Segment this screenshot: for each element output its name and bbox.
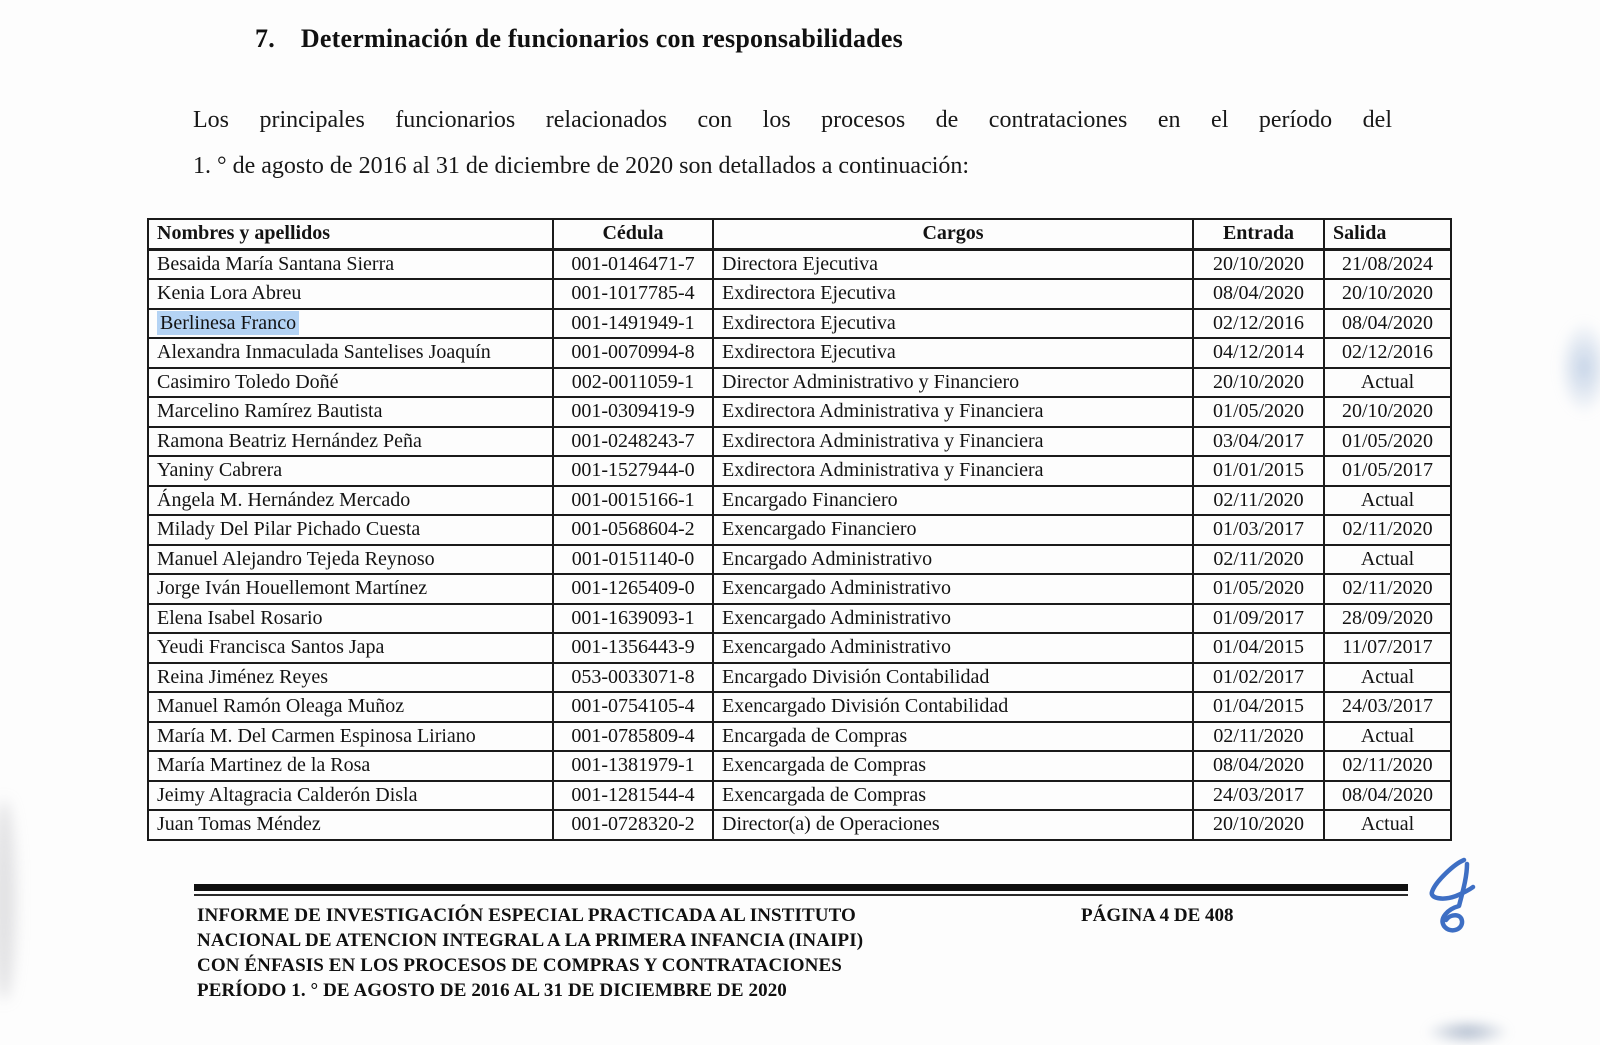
cell-cargo: Director Administrativo y Financiero [713, 368, 1193, 398]
cell-cargo: Exdirectora Ejecutiva [713, 309, 1193, 339]
cell-cedula: 001-0151140-0 [553, 545, 713, 575]
header-cargos: Cargos [713, 219, 1193, 249]
cell-name: María M. Del Carmen Espinosa Liriano [148, 722, 553, 752]
cell-name [148, 309, 553, 339]
cell-cedula: 001-0754105-4 [553, 692, 713, 722]
footer-line-2: NACIONAL DE ATENCION INTEGRAL A LA PRIMERA INFANCIA (INAIPI) [197, 930, 864, 951]
cell-cargo: Encargado División Contabilidad [713, 663, 1193, 693]
footer-report-title [197, 903, 1117, 1003]
cell-cedula: 001-0146471-7 [553, 249, 713, 279]
header-entrada: Entrada [1193, 219, 1324, 249]
cell-entrada: 04/12/2014 [1193, 338, 1324, 368]
intro-line-2: 1. ° de agosto de 2016 al 31 de diciembre de 2020 son detallados a continuación: [193, 153, 970, 179]
cell-name: Jeimy Altagracia Calderón Disla [148, 781, 553, 811]
highlighted-name: Berlinesa Franco [157, 311, 299, 335]
cell-name: Milady Del Pilar Pichado Cuesta [148, 515, 553, 545]
cell-salida: 20/10/2020 [1324, 397, 1451, 427]
cell-entrada: 02/11/2020 [1193, 722, 1324, 752]
cell-entrada: 01/02/2017 [1193, 663, 1324, 693]
table-row [148, 397, 1451, 427]
cell-cedula: 001-0728320-2 [553, 810, 713, 840]
cell-salida: 21/08/2024 [1324, 249, 1451, 279]
cell-name: Yaniny Cabrera [148, 456, 553, 486]
cell-name: María Martinez de la Rosa [148, 751, 553, 781]
cell-salida: 20/10/2020 [1324, 279, 1451, 309]
section-title: Determinación de funcionarios con responsabilidades [300, 24, 903, 53]
cell-cedula: 001-0568604-2 [553, 515, 713, 545]
header-salida: Salida [1324, 219, 1451, 249]
cell-entrada: 08/04/2020 [1193, 751, 1324, 781]
scan-smudge-left [0, 800, 16, 1000]
cell-cedula: 001-1281544-4 [553, 781, 713, 811]
cell-name: Juan Tomas Méndez [148, 810, 553, 840]
page-number: PÁGINA 4 DE 408 [1081, 905, 1234, 926]
cell-cargo: Encargada de Compras [713, 722, 1193, 752]
intro-paragraph [193, 97, 1392, 189]
cell-entrada: 01/05/2020 [1193, 397, 1324, 427]
table-row [148, 604, 1451, 634]
cell-salida: Actual [1324, 663, 1451, 693]
cell-cargo: Exencargado Financiero [713, 515, 1193, 545]
table-row [148, 486, 1451, 516]
cell-name: Ramona Beatriz Hernández Peña [148, 427, 553, 457]
cell-cargo: Directora Ejecutiva [713, 249, 1193, 279]
table-row [148, 810, 1451, 840]
table-header-row [148, 219, 1451, 249]
table-row [148, 309, 1451, 339]
cell-name: Ángela M. Hernández Mercado [148, 486, 553, 516]
cell-entrada: 20/10/2020 [1193, 810, 1324, 840]
cell-entrada: 20/10/2020 [1193, 368, 1324, 398]
cell-salida: 01/05/2017 [1324, 456, 1451, 486]
footer-rule [194, 884, 1408, 896]
cell-salida: 08/04/2020 [1324, 781, 1451, 811]
cell-name: Manuel Alejandro Tejeda Reynoso [148, 545, 553, 575]
cell-entrada: 02/12/2016 [1193, 309, 1324, 339]
cell-cedula: 001-0309419-9 [553, 397, 713, 427]
cell-cargo: Exencargada de Compras [713, 751, 1193, 781]
cell-cedula: 001-0785809-4 [553, 722, 713, 752]
cell-entrada: 01/01/2015 [1193, 456, 1324, 486]
cell-cedula: 001-1265409-0 [553, 574, 713, 604]
table-row [148, 338, 1451, 368]
cell-cedula: 001-1017785-4 [553, 279, 713, 309]
cell-salida: Actual [1324, 486, 1451, 516]
cell-entrada: 03/04/2017 [1193, 427, 1324, 457]
cell-cedula: 001-1491949-1 [553, 309, 713, 339]
cell-cedula: 001-0248243-7 [553, 427, 713, 457]
cell-entrada: 01/09/2017 [1193, 604, 1324, 634]
header-nombres: Nombres y apellidos [148, 219, 553, 249]
cell-name: Casimiro Toledo Doñé [148, 368, 553, 398]
cell-cedula: 002-0011059-1 [553, 368, 713, 398]
cell-entrada: 01/04/2015 [1193, 692, 1324, 722]
header-cedula: Cédula [553, 219, 713, 249]
table-row [148, 751, 1451, 781]
cell-cargo: Exencargado Administrativo [713, 574, 1193, 604]
footer-rule-thin [194, 894, 1408, 896]
scan-smudge-bottom [1425, 1019, 1510, 1045]
cell-salida: Actual [1324, 722, 1451, 752]
table-row [148, 427, 1451, 457]
officials-table [147, 218, 1452, 841]
cell-salida: 02/11/2020 [1324, 515, 1451, 545]
table-row [148, 515, 1451, 545]
cell-cargo: Exencargado División Contabilidad [713, 692, 1193, 722]
cell-name: Marcelino Ramírez Bautista [148, 397, 553, 427]
table-row [148, 663, 1451, 693]
cell-cargo: Exdirectora Ejecutiva [713, 338, 1193, 368]
cell-cargo: Director(a) de Operaciones [713, 810, 1193, 840]
table-row [148, 781, 1451, 811]
table-row [148, 249, 1451, 279]
cell-cedula: 001-1356443-9 [553, 633, 713, 663]
cell-name: Manuel Ramón Oleaga Muñoz [148, 692, 553, 722]
cell-entrada: 01/04/2015 [1193, 633, 1324, 663]
footer-rule-thick [194, 884, 1408, 891]
section-heading [255, 24, 903, 54]
table-row [148, 545, 1451, 575]
cell-cedula: 001-0015166-1 [553, 486, 713, 516]
cell-name: Besaida María Santana Sierra [148, 249, 553, 279]
cell-name: Reina Jiménez Reyes [148, 663, 553, 693]
cell-entrada: 02/11/2020 [1193, 545, 1324, 575]
cell-cargo: Encargado Administrativo [713, 545, 1193, 575]
cell-name: Kenia Lora Abreu [148, 279, 553, 309]
cell-salida: 02/11/2020 [1324, 751, 1451, 781]
table-row [148, 574, 1451, 604]
cell-name: Alexandra Inmaculada Santelises Joaquín [148, 338, 553, 368]
cell-salida: 02/12/2016 [1324, 338, 1451, 368]
cell-entrada: 01/03/2017 [1193, 515, 1324, 545]
table-row [148, 692, 1451, 722]
section-number: 7. [255, 24, 275, 53]
cell-cedula: 001-0070994-8 [553, 338, 713, 368]
footer-line-3: CON ÉNFASIS EN LOS PROCESOS DE COMPRAS Y CONTRATACIONES [197, 955, 842, 976]
cell-salida: Actual [1324, 810, 1451, 840]
cell-entrada: 24/03/2017 [1193, 781, 1324, 811]
cell-salida: 02/11/2020 [1324, 574, 1451, 604]
cell-salida: 24/03/2017 [1324, 692, 1451, 722]
table-row [148, 633, 1451, 663]
cell-cedula: 053-0033071-8 [553, 663, 713, 693]
cell-name: Yeudi Francisca Santos Japa [148, 633, 553, 663]
cell-salida: 01/05/2020 [1324, 427, 1451, 457]
cell-cargo: Exencargado Administrativo [713, 604, 1193, 634]
cell-salida: 11/07/2017 [1324, 633, 1451, 663]
cell-cargo: Exdirectora Administrativa y Financiera [713, 397, 1193, 427]
cell-salida: Actual [1324, 368, 1451, 398]
cell-salida: 08/04/2020 [1324, 309, 1451, 339]
table-row [148, 722, 1451, 752]
cell-cedula: 001-1639093-1 [553, 604, 713, 634]
handwritten-ink-mark [1412, 854, 1490, 942]
cell-salida: Actual [1324, 545, 1451, 575]
cell-cargo: Encargado Financiero [713, 486, 1193, 516]
cell-salida: 28/09/2020 [1324, 604, 1451, 634]
table-row [148, 456, 1451, 486]
table-row [148, 279, 1451, 309]
cell-cargo: Exencargado Administrativo [713, 633, 1193, 663]
cell-cedula: 001-1527944-0 [553, 456, 713, 486]
footer-line-1: INFORME DE INVESTIGACIÓN ESPECIAL PRACTICADA AL INSTITUTO [197, 905, 856, 926]
footer-line-4: PERÍODO 1. ° DE AGOSTO DE 2016 AL 31 DE DICIEMBRE DE 2020 [197, 980, 787, 1001]
cell-name: Elena Isabel Rosario [148, 604, 553, 634]
cell-entrada: 01/05/2020 [1193, 574, 1324, 604]
table-row [148, 368, 1451, 398]
cell-entrada: 20/10/2020 [1193, 249, 1324, 279]
cell-entrada: 08/04/2020 [1193, 279, 1324, 309]
cell-cargo: Exencargada de Compras [713, 781, 1193, 811]
cell-cargo: Exdirectora Administrativa y Financiera [713, 427, 1193, 457]
cell-cargo: Exdirectora Administrativa y Financiera [713, 456, 1193, 486]
scan-smudge-right [1558, 320, 1600, 415]
cell-name: Jorge Iván Houellemont Martínez [148, 574, 553, 604]
cell-cargo: Exdirectora Ejecutiva [713, 279, 1193, 309]
cell-entrada: 02/11/2020 [1193, 486, 1324, 516]
cell-cedula: 001-1381979-1 [553, 751, 713, 781]
intro-line-1: Los principales funcionarios relacionados con los procesos de contrataciones en el período del [193, 107, 1392, 133]
